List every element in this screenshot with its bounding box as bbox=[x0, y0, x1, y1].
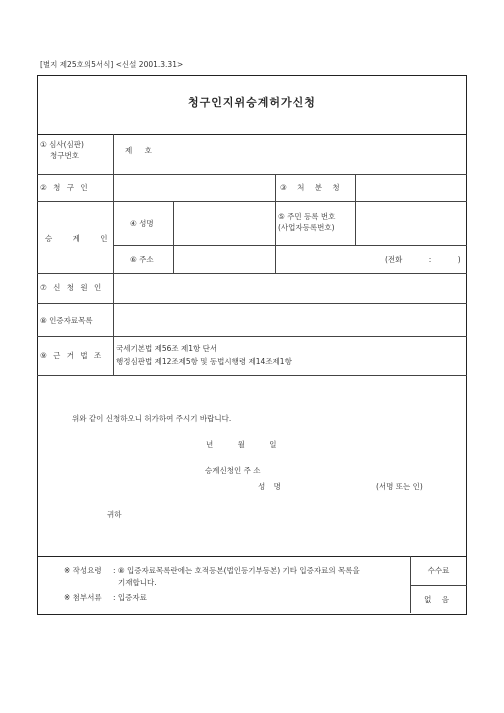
rule-row3a bbox=[113, 245, 467, 246]
date-text: 년 월 일 bbox=[206, 440, 277, 449]
form-code: [별지 제25호의5서식] <신설 2001.3.31> bbox=[40, 60, 184, 69]
request-text: 위와 같이 신청하오니 허가하여 주시기 바랍니다. bbox=[72, 414, 232, 423]
legal-label: ⑨ 근 거 법 조 bbox=[40, 351, 104, 360]
case-no-label-1: ① 심사(심판) bbox=[40, 140, 84, 149]
form-title: 청구인지위승계허가신청 bbox=[188, 96, 316, 109]
address-value[interactable] bbox=[175, 247, 375, 271]
note-text-1: : ⑧ 입증자료목록란에는 호적등본(법인등기부등본) 기타 입증자료의 목록을 bbox=[113, 566, 360, 575]
reg-no-value[interactable] bbox=[357, 203, 465, 243]
rule-label-col bbox=[113, 134, 114, 375]
fee-label: 수수료 bbox=[427, 566, 450, 575]
cause-label: ⑦ 신 청 원 인 bbox=[40, 283, 104, 292]
rule-row6 bbox=[37, 336, 467, 337]
rule-row7 bbox=[37, 375, 467, 376]
evidence-label: ⑧ 인증자료목록 bbox=[40, 316, 93, 325]
attach-label: ※ 첨부서류 bbox=[64, 593, 102, 602]
name-value[interactable] bbox=[175, 203, 273, 243]
case-no-value: 제 호 bbox=[125, 146, 157, 155]
note-label: ※ 작성요령 bbox=[64, 566, 102, 575]
cause-value[interactable] bbox=[115, 275, 465, 301]
claimant-value[interactable] bbox=[115, 176, 273, 199]
case-no-label-2: 청구번호 bbox=[50, 151, 79, 160]
fee-value: 없 음 bbox=[424, 595, 453, 604]
claimant-label: ② 청 구 인 bbox=[40, 183, 90, 192]
rule-fee-col bbox=[410, 556, 411, 613]
evidence-value[interactable] bbox=[115, 305, 465, 334]
applicant-name-label: 성 명 bbox=[258, 482, 281, 491]
reg-no-label-2: (사업자등록번호) bbox=[278, 223, 335, 232]
legal-text-2: 행정심판법 제12조제5항 및 동법시행령 제14조제1항 bbox=[116, 357, 292, 366]
attach-text: : 입증자료 bbox=[113, 593, 147, 602]
rule-row4 bbox=[37, 273, 467, 274]
applicant-address-label: 승계신청인 주 소 bbox=[205, 466, 261, 475]
form-frame bbox=[37, 75, 467, 615]
phone-label: (전화 : ) bbox=[385, 255, 461, 264]
rule-row1 bbox=[37, 174, 467, 175]
rule-right-col bbox=[355, 174, 356, 245]
rule-row2 bbox=[37, 201, 467, 202]
rule-sub-label-col bbox=[173, 201, 174, 273]
legal-text-1: 국세기본법 제56조 제1항 단서 bbox=[116, 344, 218, 353]
name-label: ④ 성명 bbox=[130, 219, 154, 228]
address-label: ⑥ 주소 bbox=[130, 255, 154, 264]
rule-row5 bbox=[37, 303, 467, 304]
addressee: 귀하 bbox=[107, 510, 122, 519]
rule-title-bottom bbox=[37, 134, 467, 135]
note-text-2: 기재합니다. bbox=[118, 578, 157, 587]
rule-fee-mid bbox=[410, 585, 467, 586]
reg-no-label-1: ⑤ 주민 등록 번호 bbox=[278, 212, 336, 221]
rule-body-bottom bbox=[37, 556, 467, 557]
signature-label: (서명 또는 인) bbox=[376, 482, 423, 491]
office-value[interactable] bbox=[357, 176, 465, 199]
successor-label: 승 계 인 bbox=[45, 234, 117, 243]
office-label: ③ 처 분 청 bbox=[280, 183, 344, 192]
